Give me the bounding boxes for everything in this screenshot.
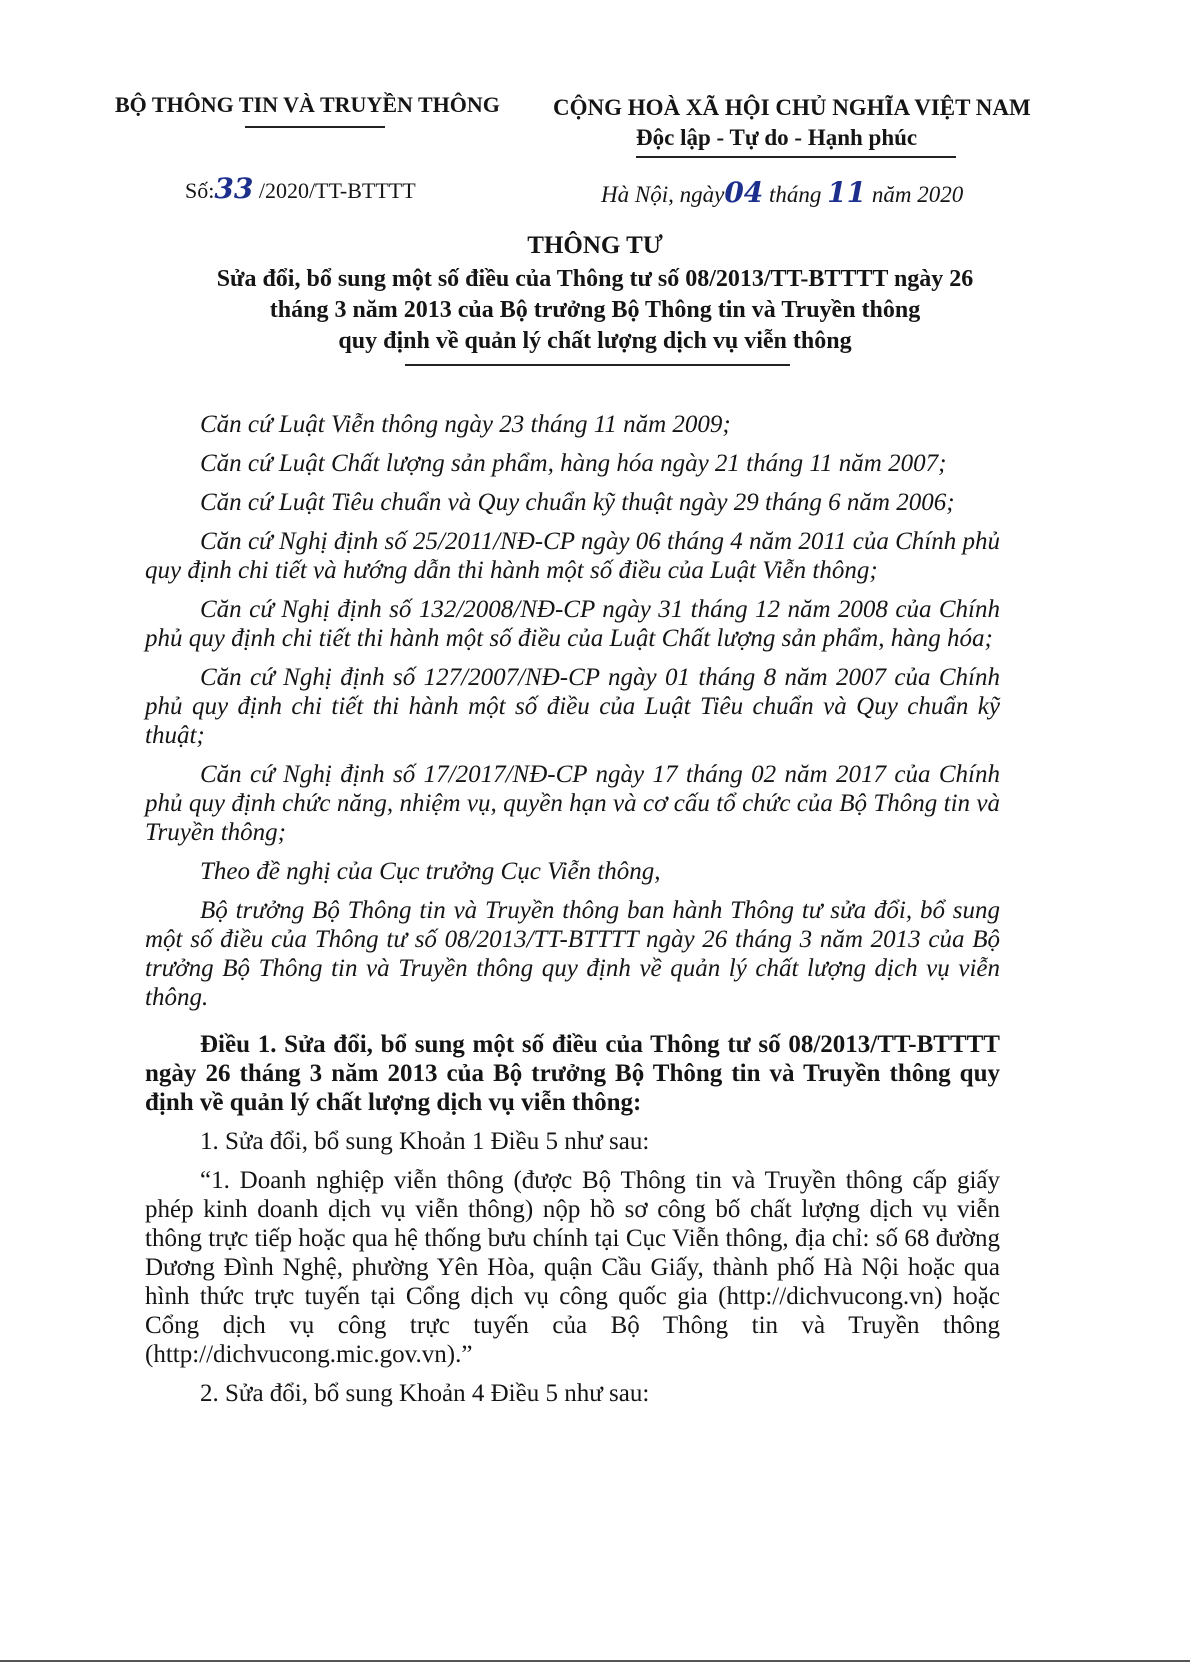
- preamble-4: Căn cứ Nghị định số 25/2011/NĐ-CP ngày 06 tháng 4 năm 2011 của Chính phủ quy định chi tiết và hướng dẫn thi hành một số điều của Luật Viễn thông;: [145, 528, 1000, 584]
- year-text: năm 2020: [871, 182, 964, 207]
- preamble-6: Căn cứ Nghị định số 127/2007/NĐ-CP ngày 01 tháng 8 năm 2007 của Chính phủ quy định chi tiết thi hành một số điều của Luật Tiêu chuẩn và Quy chuẩn kỹ thuật;: [145, 664, 1000, 749]
- article-1-item-2: 2. Sửa đổi, bổ sung Khoản 4 Điều 5 như sau:: [200, 1380, 650, 1407]
- preamble-1: Căn cứ Luật Viễn thông ngày 23 tháng 11 năm 2009;: [200, 411, 731, 438]
- preamble-9: Bộ trưởng Bộ Thông tin và Truyền thông ban hành Thông tư sửa đổi, bổ sung một số điều của Thông tư số 08/2013/TT-BTTTT ngày 26 tháng 3 năm 2013 của Bộ trưởng Bộ Thông tin và Truyền thông quy định về quản lý chất lượng dịch vụ viễn thông.: [145, 897, 1000, 1011]
- document-body: [145, 410, 1000, 1418]
- number-suffix: /2020/TT-BTTTT: [258, 178, 416, 203]
- scan-edge-line: [0, 1660, 1190, 1662]
- article-1-item-1-text: “1. Doanh nghiệp viễn thông (được Bộ Thông tin và Truyền thông cấp giấy phép kinh doanh dịch vụ viễn thông) nộp hồ sơ công bố chất lượng dịch vụ viễn thông trực tiếp hoặc qua hệ thống bưu chính tại Cục Viễn thông, địa chỉ: số 68 đường Dương Đình Nghệ, phường Yên Hòa, quận Cầu Giấy, thành phố Hà Nội hoặc qua hình thức trực tuyến tại Cổng dịch vụ công quốc gia (http://dichvucong.vn) hoặc Cổng dịch vụ công trực tuyến của Bộ Thông tin và Truyền thông (http://dichvucong.mic.gov.vn).”: [145, 1167, 1000, 1368]
- subtitle-line-2: tháng 3 năm 2013 của Bộ trưởng Bộ Thông tin và Truyền thông: [269, 297, 921, 323]
- country-name: CỘNG HOÀ XÃ HỘI CHỦ NGHĨA VIỆT NAM: [553, 95, 1031, 120]
- document-type: THÔNG TƯ: [527, 232, 663, 259]
- subtitle-line-1: Sửa đổi, bổ sung một số điều của Thông tư số 08/2013/TT-BTTTT ngày 26: [216, 266, 974, 292]
- title-underline: [405, 364, 790, 366]
- date-prefix: Hà Nội, ngày: [601, 182, 725, 207]
- preamble-8: Theo đề nghị của Cục trưởng Cục Viễn thông,: [200, 858, 661, 885]
- motto-underline: [636, 156, 956, 158]
- preamble-3: Căn cứ Luật Tiêu chuẩn và Quy chuẩn kỹ thuật ngày 29 tháng 6 năm 2006;: [200, 489, 955, 516]
- ministry-name: BỘ THÔNG TIN VÀ TRUYỀN THÔNG: [115, 92, 500, 117]
- subtitle-line-3: quy định về quản lý chất lượng dịch vụ viễn thông: [338, 328, 852, 354]
- handwritten-number: 33: [214, 172, 254, 205]
- document-number: [185, 172, 416, 205]
- number-prefix: Số:: [185, 178, 215, 203]
- handwritten-day: 04: [724, 176, 764, 209]
- month-word: tháng: [769, 182, 822, 207]
- article-1-heading: Điều 1. Sửa đổi, bổ sung một số điều của Thông tư số 08/2013/TT-BTTTT ngày 26 tháng 3 năm 2013 của Bộ trưởng Bộ Thông tin và Truyền thông quy định về quản lý chất lượng dịch vụ viễn thông:: [145, 1031, 1000, 1116]
- ministry-underline: [245, 126, 385, 128]
- motto: Độc lập - Tự do - Hạnh phúc: [636, 125, 918, 150]
- preamble-2: Căn cứ Luật Chất lượng sản phẩm, hàng hóa ngày 21 tháng 11 năm 2007;: [200, 450, 947, 477]
- handwritten-month: 11: [827, 176, 867, 209]
- preamble-7: Căn cứ Nghị định số 17/2017/NĐ-CP ngày 17 tháng 02 năm 2017 của Chính phủ quy định chức năng, nhiệm vụ, quyền hạn và cơ cấu tổ chức của Bộ Thông tin và Truyền thông;: [145, 761, 1000, 846]
- place-date: [601, 176, 963, 209]
- article-1-item-1: 1. Sửa đổi, bổ sung Khoản 1 Điều 5 như sau:: [200, 1128, 650, 1155]
- preamble-5: Căn cứ Nghị định số 132/2008/NĐ-CP ngày 31 tháng 12 năm 2008 của Chính phủ quy định chi tiết thi hành một số điều của Luật Chất lượng sản phẩm, hàng hóa;: [145, 596, 1000, 652]
